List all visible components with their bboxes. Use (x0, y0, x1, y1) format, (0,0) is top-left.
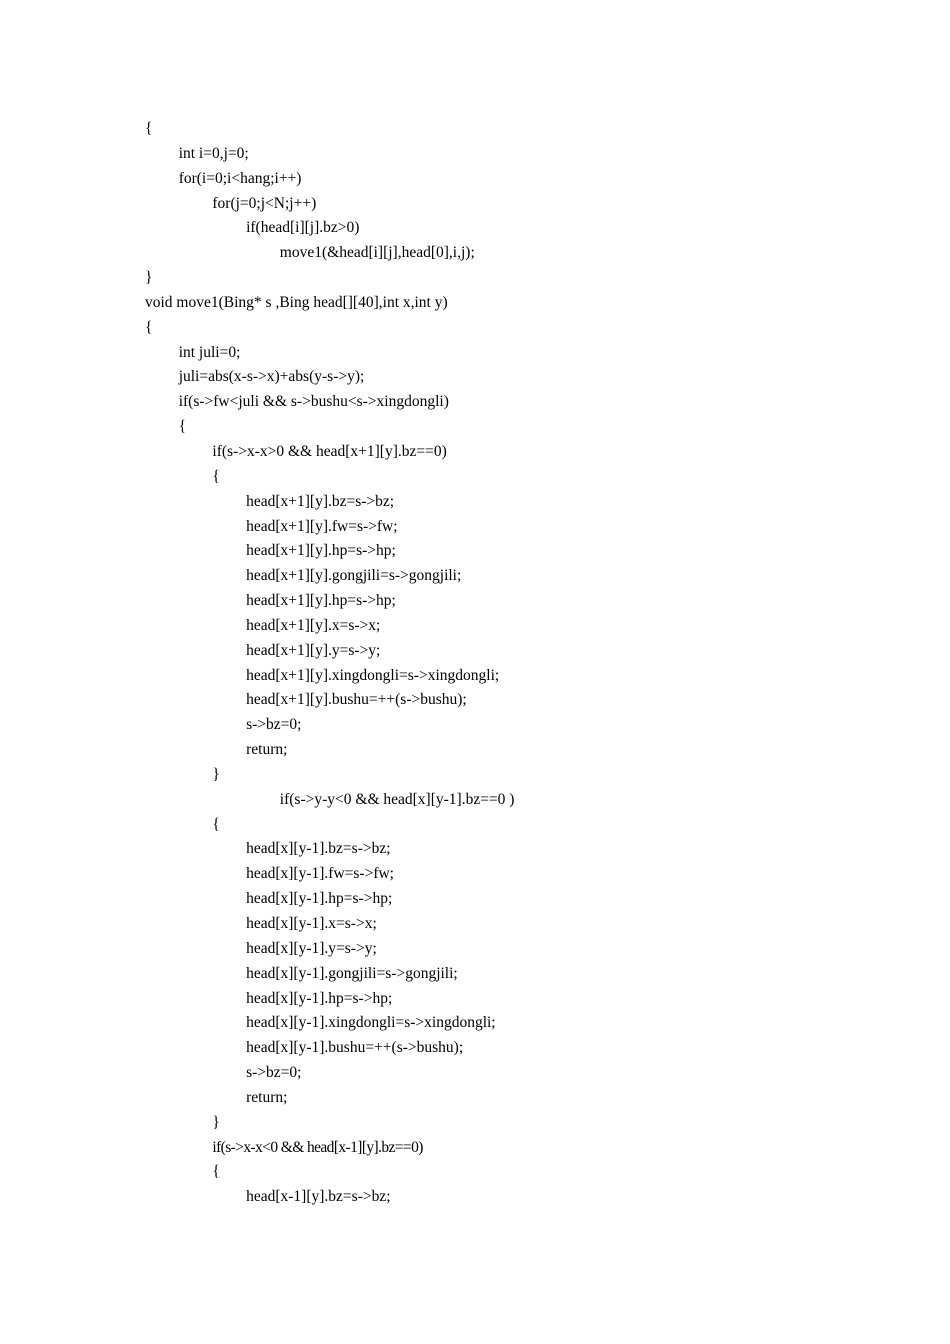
code-line: } (212, 765, 220, 783)
code-line: s->bz=0; (246, 1064, 302, 1082)
code-line: head[x+1][y].bushu=++(s->bushu); (246, 691, 467, 709)
code-line: move1(&head[i][j],head[0],i,j); (279, 244, 475, 262)
code-line: return; (246, 741, 288, 759)
code-line: head[x][y-1].fw=s->fw; (246, 865, 394, 883)
code-line: if(s->x-x<0 && head[x-1][y].bz==0) (212, 1138, 423, 1156)
code-line: } (145, 269, 153, 287)
code-line: } (212, 1113, 220, 1131)
code-line: if(s->y-y<0 && head[x][y-1].bz==0 ) (279, 790, 515, 808)
code-line: head[x][y-1].gongjili=s->gongjili; (246, 964, 458, 982)
code-line: head[x][y-1].hp=s->hp; (246, 890, 393, 908)
code-line: head[x+1][y].fw=s->fw; (246, 517, 398, 535)
code-line: { (178, 418, 187, 436)
code-line: head[x+1][y].y=s->y; (246, 641, 381, 659)
code-line: head[x+1][y].hp=s->hp; (246, 542, 396, 560)
code-line: { (145, 318, 153, 336)
code-line: head[x][y-1].xingdongli=s->xingdongli; (246, 1014, 496, 1032)
code-line: void move1(Bing* s ,Bing head[][40],int x,int y) (145, 293, 448, 311)
code-line: head[x][y-1].hp=s->hp; (246, 989, 393, 1007)
code-line: return; (246, 1088, 288, 1106)
code-line: head[x+1][y].bz=s->bz; (246, 492, 395, 510)
code-line: int i=0,j=0; (178, 144, 249, 162)
code-line: { (212, 815, 220, 833)
code-line: { (145, 120, 153, 137)
code-listing (145, 117, 905, 1210)
code-line: { (212, 467, 220, 485)
code-line: head[x][y-1].bushu=++(s->bushu); (246, 1039, 464, 1057)
code-line: head[x+1][y].x=s->x; (246, 616, 381, 634)
code-line: int juli=0; (178, 343, 241, 361)
code-line: juli=abs(x-s->x)+abs(y-s->y); (178, 368, 365, 386)
code-line: head[x-1][y].bz=s->bz; (246, 1188, 391, 1206)
code-line: head[x][y-1].x=s->x; (246, 915, 377, 932)
code-line: head[x+1][y].gongjili=s->gongjili; (246, 567, 462, 585)
code-line: if(s->fw<juli && s->bushu<s->xingdongli) (178, 393, 449, 411)
code-line: head[x][y-1].y=s->y; (246, 939, 377, 957)
code-line: head[x+1][y].xingdongli=s->xingdongli; (246, 666, 500, 684)
code-line: head[x][y-1].bz=s->bz; (246, 840, 391, 858)
code-line: for(j=0;j<N;j++) (212, 194, 317, 212)
code-line: head[x+1][y].hp=s->hp; (246, 592, 396, 610)
code-line: for(i=0;i<hang;i++) (178, 169, 302, 187)
code-line: s->bz=0; (246, 716, 302, 734)
code-line: { (212, 1163, 220, 1181)
code-line: if(head[i][j].bz>0) (246, 219, 360, 237)
code-line: if(s->x-x>0 && head[x+1][y].bz==0) (212, 442, 447, 460)
